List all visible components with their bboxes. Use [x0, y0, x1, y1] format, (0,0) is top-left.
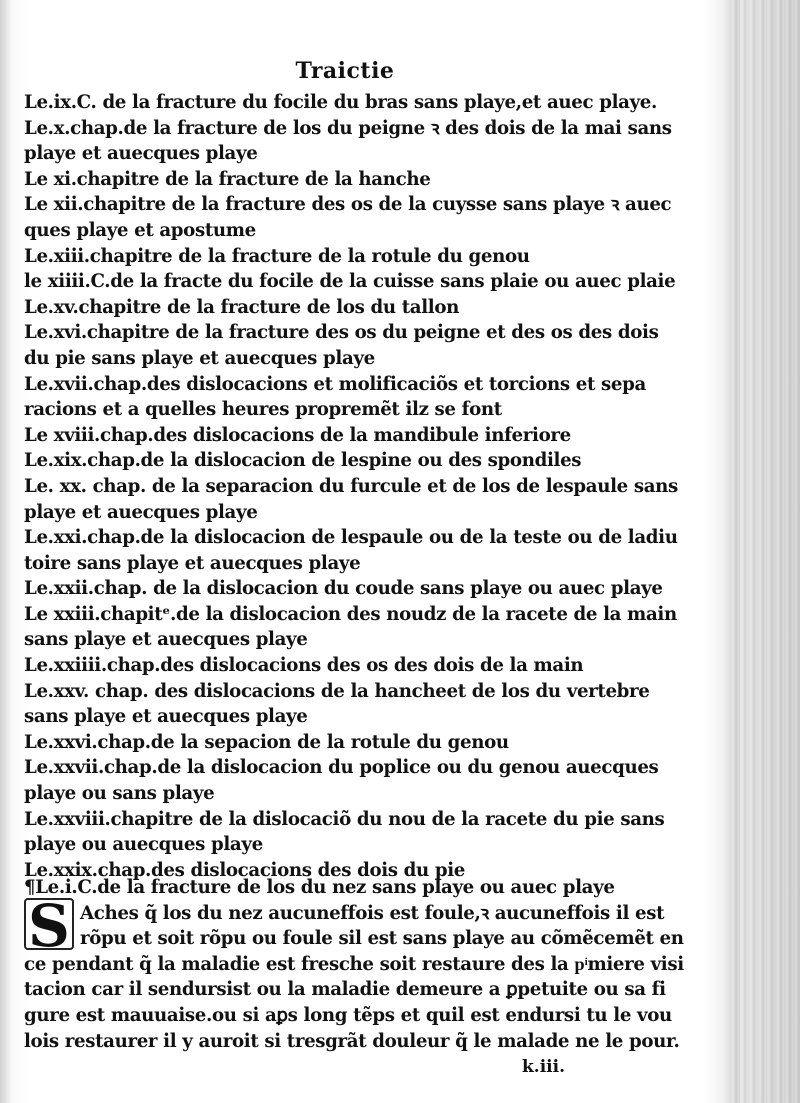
page-left-edge	[0, 0, 12, 1103]
paragraph-line: tacion car il sendursist ou la maladie demeure a ꝑpetuite ou sa fi	[24, 979, 666, 1001]
chapter-list-line: Le. xx. chap. de la separacion du furcule et de los de lespaule sans	[24, 475, 678, 497]
chapter-list-line: playe ou sans playe	[24, 783, 215, 805]
running-head: Traictie	[295, 58, 395, 84]
paragraph-line: gure est mauuaise.ou si aꝑs long tẽps et quil est endursi tu le vou	[24, 1004, 672, 1026]
chapter-list-line: toire sans playe et auecques playe	[24, 552, 361, 574]
chapter-heading: ¶Le.i.C.de la fracture de los du nez sans playe ou auec playe	[24, 877, 615, 898]
chapter-list-line: Le.x.chap.de la fracture de los du peigne ꝛ des dois de la mai sans	[24, 117, 672, 139]
chapter-list-line: sans playe et auecques playe	[24, 706, 308, 728]
chapter-list-line: playe et auecques playe	[24, 143, 258, 165]
chapter-list-line: ques playe et apostume	[24, 219, 256, 241]
chapter-list-line: Le.xiii.chapitre de la fracture de la rotule du genou	[24, 245, 530, 267]
paragraph-line: ce pendant q̃ la maladie est fresche soit restaure des la pͥmiere visi	[24, 953, 684, 975]
chapter-list-line: Le.xix.chap.de la dislocacion de lespine ou des spondiles	[24, 450, 582, 472]
chapter-list-line: Le.xxiiii.chap.des dislocacions des os des dois de la main	[24, 655, 584, 677]
chapter-list-line: le xiiii.C.de la fracte du focile de la cuisse sans plaie ou auec plaie	[24, 271, 676, 293]
chapter-list-line: playe et auecques playe	[24, 501, 258, 523]
paragraph-line: Aches q̃ los du nez aucuneffois est foule,ꝛ aucuneffois il est	[80, 902, 665, 924]
chapter-list-line: playe ou auecques playe	[24, 834, 263, 856]
chapter-list	[24, 90, 678, 883]
chapter-list-line: sans playe et auecques playe	[24, 629, 308, 651]
chapter-list-line: Le.xvi.chapitre de la fracture des os du peigne et des os des dois	[24, 322, 659, 344]
chapter-list-line: du pie sans playe et auecques playe	[24, 347, 375, 369]
paragraph-line: rõpu et soit rõpu ou foule sil est sans playe au cõmẽcemẽt en	[80, 928, 684, 950]
chapter-list-line: Le xviii.chap.des dislocacions de la mandibule inferiore	[24, 424, 571, 446]
decorated-initial-letter: S	[24, 898, 74, 950]
chapter-list-line: Le.xxv. chap. des dislocacions de la hancheet de los du vertebre	[24, 680, 650, 702]
signature-mark: k.iii.	[522, 1057, 565, 1077]
chapter-list-line: Le.xxvii.chap.de la dislocacion du poplice ou du genou auecques	[24, 757, 659, 779]
chapter-list-line: Le.xvii.chap.des dislocacions et molificaciõs et torcions et sepa	[24, 373, 646, 395]
chapter-list-line: Le.xxix.chap.des dislocacions des dois du pie	[24, 859, 466, 881]
chapter-list-line: Le.xxi.chap.de la dislocacion de lespaule ou de la teste ou de ladiu	[24, 527, 678, 549]
chapter-list-line: Le.xxii.chap. de la dislocacion du coude sans playe ou auec playe	[24, 578, 663, 600]
chapter-list-line: Le.xxvi.chap.de la sepacion de la rotule du genou	[24, 731, 509, 753]
chapter-one-section	[24, 875, 684, 1054]
chapter-list-line: Le.xv.chapitre de la fracture de los du tallon	[24, 296, 459, 318]
chapter-list-line: racions et a quelles heures propremẽt ilz se font	[24, 399, 502, 421]
chapter-list-line: Le.ix.C. de la fracture du focile du bras sans playe,et auec playe.	[24, 92, 657, 113]
chapter-list-line: Le.xxviii.chapitre de la dislocaciõ du nou de la racete du pie sans	[24, 808, 665, 830]
paragraph-line: lois restaurer il y auroit si tresgrãt douleur q̃ le malade ne le pour.	[24, 1030, 680, 1052]
chapter-list-line: Le xxiii.chapitᵉ.de la dislocacion des noudz de la racete de la main	[24, 603, 677, 625]
chapter-list-line: Le xi.chapitre de la fracture de la hanche	[24, 168, 431, 190]
chapter-list-line: Le xii.chapitre de la fracture des os de la cuysse sans playe ꝛ auec	[24, 194, 672, 216]
page-stack-edge	[730, 0, 800, 1103]
